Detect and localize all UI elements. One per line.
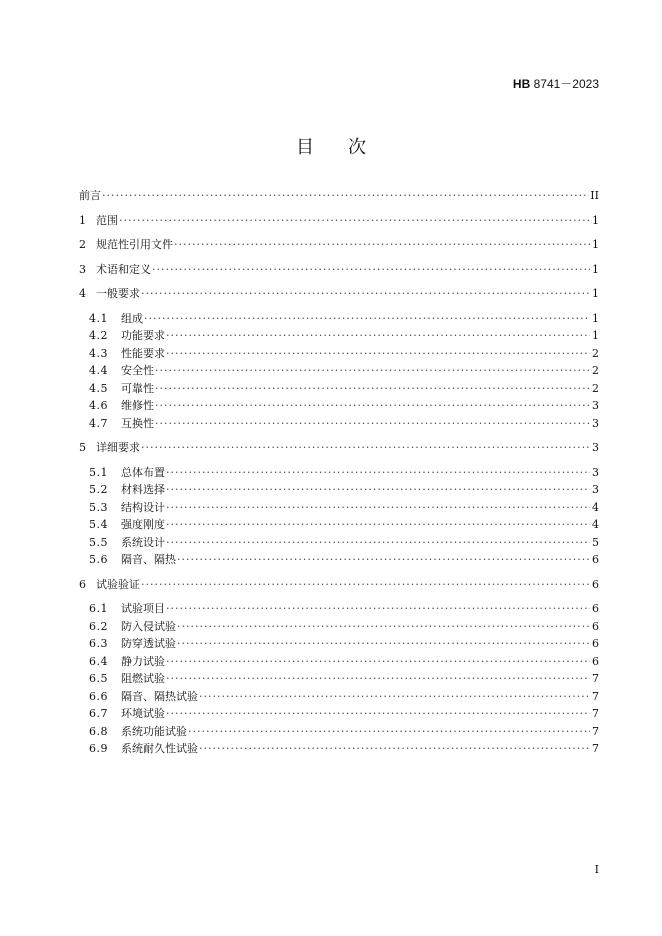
toc-entry[interactable] <box>79 285 599 303</box>
standard-number: 8741－2023 <box>530 77 599 91</box>
toc-entry-number: 6 <box>79 577 86 591</box>
dot-leader <box>155 397 590 415</box>
toc-entry[interactable] <box>79 705 599 723</box>
toc-entry[interactable] <box>79 576 599 594</box>
toc-entry-page: 3 <box>592 465 599 479</box>
toc-entry-label: 隔音、隔热 <box>121 553 176 566</box>
toc-entry-label: 系统设计 <box>121 535 165 549</box>
toc-entry-label: 防穿透试验 <box>121 637 176 650</box>
toc-entry-label: 范围 <box>96 213 118 227</box>
toc-entry-label: 系统耐久性试验 <box>121 742 198 755</box>
toc-entry[interactable] <box>79 723 599 741</box>
dot-leader <box>166 516 590 534</box>
toc-entry-label: 试验项目 <box>121 602 165 615</box>
toc-entry-number: 6.7 <box>89 707 108 720</box>
toc-entry-number: 5.6 <box>89 553 108 566</box>
dot-leader <box>177 618 590 636</box>
toc-entry[interactable] <box>79 212 599 230</box>
toc-entry[interactable] <box>79 499 599 517</box>
dot-leader <box>166 653 590 671</box>
toc-entry-number: 4.5 <box>89 381 108 395</box>
toc-entry-page: 3 <box>592 483 599 496</box>
page-number: I <box>594 863 599 876</box>
toc-entry-label: 规范性引用文件 <box>96 238 173 251</box>
toc-entry[interactable] <box>79 600 599 618</box>
toc-entry-label: 强度刚度 <box>121 518 165 531</box>
toc-entry-number: 5 <box>79 441 86 454</box>
dot-leader <box>119 212 590 230</box>
toc-entry[interactable] <box>79 261 599 279</box>
toc-entry-label: 一般要求 <box>96 287 140 300</box>
toc-entry-label: 环境试验 <box>121 707 165 720</box>
toc-entry-page: 2 <box>592 346 599 360</box>
toc-entry-label: 防入侵试验 <box>121 619 176 633</box>
toc-entry-page: 7 <box>592 707 599 720</box>
toc-entry[interactable] <box>79 618 599 636</box>
toc-entry-label: 阻燃试验 <box>121 672 165 685</box>
dot-leader <box>188 723 590 741</box>
toc-entry-label: 可靠性 <box>121 381 154 395</box>
toc-entry-number: 6.4 <box>89 654 108 668</box>
dot-leader <box>166 705 590 723</box>
toc-entry-number: 4.7 <box>89 416 108 430</box>
toc-entry-number: 5.1 <box>89 465 108 479</box>
toc-entry[interactable] <box>79 236 599 254</box>
standard-prefix: HB <box>512 77 531 91</box>
dot-leader <box>166 327 590 345</box>
toc-entry-page: 2 <box>592 364 599 377</box>
dot-leader <box>199 740 590 758</box>
toc-entry-number: 4.1 <box>89 311 108 325</box>
toc-entry[interactable] <box>79 397 599 415</box>
toc-entry[interactable] <box>79 327 599 345</box>
toc-entry-page: 6 <box>592 553 599 566</box>
toc-entry-number: 5.2 <box>89 483 108 496</box>
toc-entry-number: 6.6 <box>89 689 108 703</box>
toc-entry[interactable] <box>79 551 599 569</box>
toc-entry-page: 6 <box>592 654 599 668</box>
toc-entry-page: 1 <box>592 287 599 300</box>
toc-entry-label: 术语和定义 <box>96 262 151 276</box>
toc-entry-label: 结构设计 <box>121 500 165 514</box>
toc-entry-number: 4.4 <box>89 364 108 377</box>
toc-entry[interactable] <box>79 345 599 363</box>
dot-leader <box>166 670 590 688</box>
toc-entry-page: 3 <box>592 416 599 430</box>
toc-entry-label: 安全性 <box>121 364 154 377</box>
toc-entry-page: 2 <box>592 381 599 395</box>
dot-leader <box>177 635 590 653</box>
toc-entry-page: 1 <box>592 262 599 276</box>
toc-entry[interactable] <box>79 740 599 758</box>
toc-entry-label: 功能要求 <box>121 329 165 342</box>
toc-entry-label: 互换性 <box>121 416 154 430</box>
toc-entry-number: 5.5 <box>89 535 108 549</box>
toc-entry-number: 6.5 <box>89 672 108 685</box>
dot-leader <box>155 380 590 398</box>
toc-entry-page: 6 <box>592 637 599 650</box>
dot-leader <box>152 261 590 279</box>
dot-leader <box>166 345 590 363</box>
toc-entry-page: 7 <box>592 724 599 738</box>
toc-entry-label: 详细要求 <box>96 441 140 454</box>
toc-entry-label: 系统功能试验 <box>121 724 187 738</box>
toc-entry[interactable] <box>79 187 599 205</box>
toc-entry[interactable] <box>79 481 599 499</box>
dot-leader <box>144 310 590 328</box>
toc-entry-number: 2 <box>79 238 86 251</box>
toc-entry-page: 3 <box>592 441 599 454</box>
toc-entry-page: 5 <box>592 535 599 549</box>
toc-entry[interactable] <box>79 415 599 433</box>
toc-entry[interactable] <box>79 653 599 671</box>
toc-entry-page: 1 <box>592 329 599 342</box>
toc-entry-label: 总体布置 <box>121 465 165 479</box>
toc-entry-number: 5.3 <box>89 500 108 514</box>
dot-leader <box>199 688 590 706</box>
toc-entry-page: 6 <box>592 577 599 591</box>
toc-entry-label: 性能要求 <box>121 346 165 360</box>
toc-entry[interactable] <box>79 688 599 706</box>
toc-entry[interactable] <box>79 464 599 482</box>
dot-leader <box>166 600 590 618</box>
toc-title: 目次 <box>296 137 400 158</box>
toc-entry[interactable] <box>79 516 599 534</box>
toc-entry-label: 静力试验 <box>121 654 165 668</box>
standard-code <box>513 75 599 92</box>
toc-entry-number: 6.2 <box>89 619 108 633</box>
dot-leader <box>174 236 590 254</box>
dot-leader <box>141 285 590 303</box>
toc-entry-number: 4 <box>79 287 86 300</box>
toc-entry-page: 7 <box>592 742 599 755</box>
toc-entry-number: 4.3 <box>89 346 108 360</box>
toc-entry-number: 6.8 <box>89 724 108 738</box>
toc-entry-page: 4 <box>592 518 599 531</box>
toc-entry-label: 维修性 <box>121 399 154 412</box>
dot-leader <box>141 439 590 457</box>
toc-entry-number: 4.2 <box>89 329 108 342</box>
toc-entry-page: 1 <box>592 213 599 227</box>
dot-leader <box>166 464 590 482</box>
dot-leader <box>155 415 590 433</box>
toc-entry-page: 6 <box>592 602 599 615</box>
toc-entry-label: 隔音、隔热试验 <box>121 689 198 703</box>
toc-entry[interactable] <box>79 380 599 398</box>
toc-entry-label: 前言 <box>79 189 101 202</box>
toc-entry[interactable] <box>79 670 599 688</box>
dot-leader <box>166 481 590 499</box>
toc-entry-number: 3 <box>79 262 86 276</box>
toc-entry-page: 7 <box>592 672 599 685</box>
toc-entry-page: 4 <box>592 500 599 514</box>
toc-entry-number: 6.3 <box>89 637 108 650</box>
dot-leader <box>102 187 589 205</box>
dot-leader <box>155 362 590 380</box>
toc-entry-number: 5.4 <box>89 518 108 531</box>
toc-entry[interactable] <box>79 362 599 380</box>
toc-entry-page: 1 <box>592 311 599 325</box>
toc-entry-number: 4.6 <box>89 399 108 412</box>
toc-entry-page: II <box>590 189 599 202</box>
toc-entry-label: 组成 <box>121 311 143 325</box>
toc-entry-number: 1 <box>79 213 86 227</box>
toc-entry-number: 6.9 <box>89 742 108 755</box>
toc-entry-label: 材料选择 <box>121 483 165 496</box>
toc-entry-number: 6.1 <box>89 602 108 615</box>
toc-entry-label: 试验验证 <box>96 577 140 591</box>
dot-leader <box>141 576 590 594</box>
toc-entry[interactable] <box>79 534 599 552</box>
toc-entry-page: 6 <box>592 619 599 633</box>
toc-entry[interactable] <box>79 439 599 457</box>
dot-leader <box>166 499 590 517</box>
dot-leader <box>177 551 590 569</box>
toc-entry[interactable] <box>79 310 599 328</box>
dot-leader <box>166 534 590 552</box>
toc-entry-page: 1 <box>592 238 599 251</box>
toc-entry[interactable] <box>79 635 599 653</box>
table-of-contents <box>79 187 599 758</box>
toc-entry-page: 3 <box>592 399 599 412</box>
toc-entry-page: 7 <box>592 689 599 703</box>
